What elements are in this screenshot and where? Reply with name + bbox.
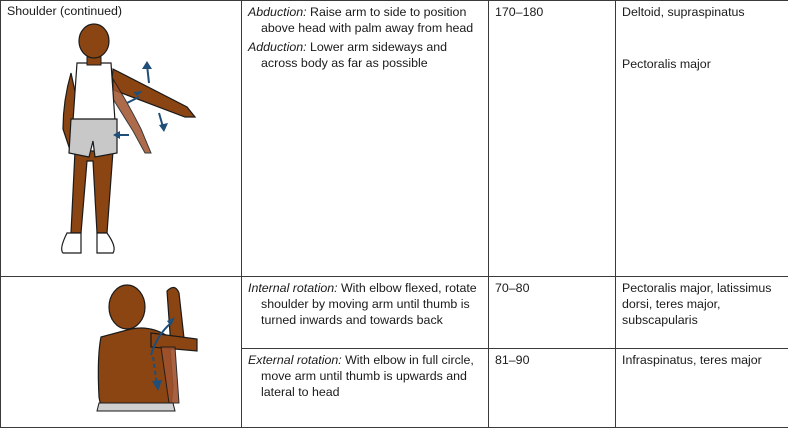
table-row [1,277,788,349]
internal-rotation-muscles: Pectoralis major, latissimus dorsi, teres major, subscapularis [622,281,772,327]
abduction-description: Abduction: Raise arm to side to position above head with palm away from head [248,5,474,35]
degrees-cell [489,277,616,349]
standing-figure-abduction-illustration [1,1,239,275]
external-rotation-muscles: Infraspinatus, teres major [622,353,762,367]
table-row [1,1,788,277]
rear-view-shoulder-rotation-illustration [1,277,239,427]
degrees-cell [489,1,616,277]
movement-description-cell [242,277,489,349]
movement-description-cell [242,349,489,428]
adduction-muscles: Pectoralis major [622,57,711,71]
movement-description-cell [242,1,489,277]
illustration-cell [1,1,242,277]
adduction-description: Adduction: Lower arm sideways and across body as far as possible [248,40,448,70]
degrees-cell [489,349,616,428]
muscles-cell [616,1,788,277]
section-title: Shoulder (continued) [7,4,123,18]
illustration-cell [1,277,242,428]
abduction-muscles: Deltoid, supraspinatus [622,5,745,19]
external-rotation-degrees: 81–90 [495,353,530,367]
muscles-cell [616,349,788,428]
internal-rotation-degrees: 70–80 [495,281,530,295]
internal-rotation-description: Internal rotation: With elbow flexed, rotate shoulder by moving arm until thumb is turned inwards and towards back [248,281,477,327]
external-rotation-description: External rotation: With elbow in full circle, move arm until thumb is upwards and lateral to head [248,353,474,399]
abduction-degrees: 170–180 [495,5,544,19]
muscles-cell [616,277,788,349]
